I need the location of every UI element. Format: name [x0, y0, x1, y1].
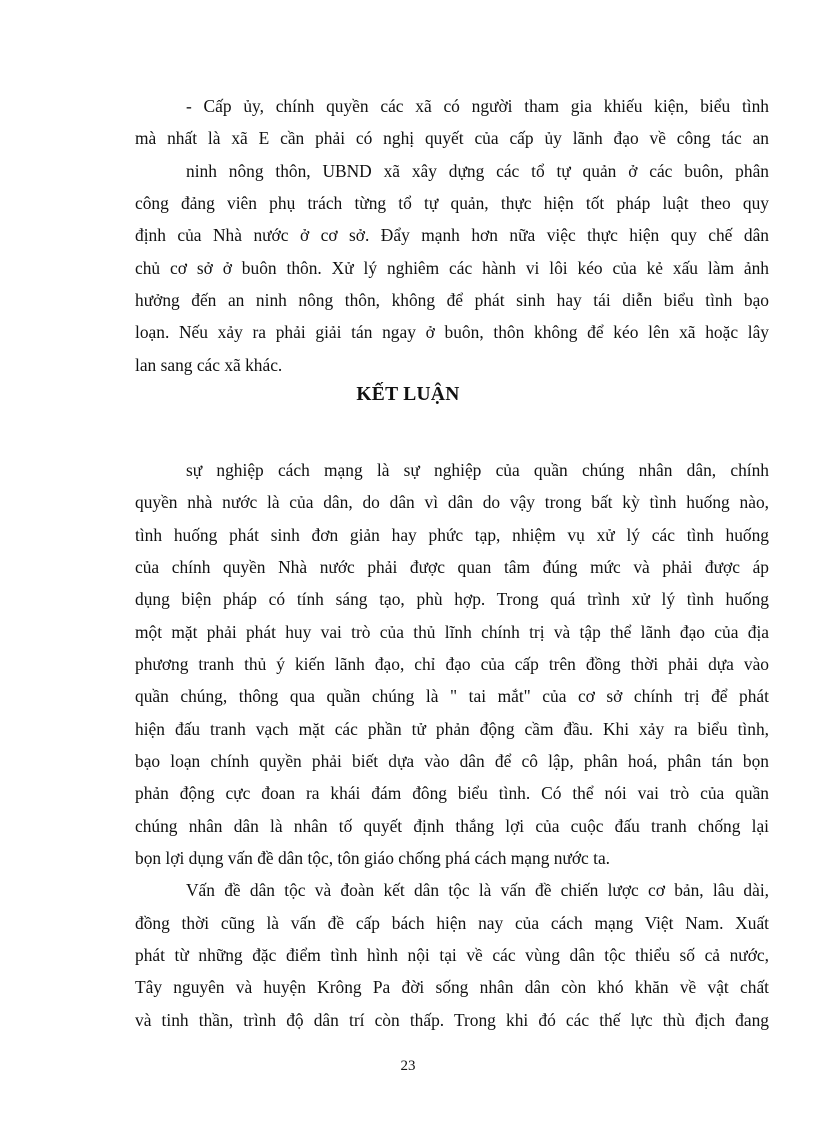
text-line: công đảng viên phụ trách từng tổ tự quản, thực hiện tốt pháp luật theo quy	[135, 193, 769, 213]
text-line: phương tranh thủ ý kiến lãnh đạo, chỉ đạo của cấp trên đồng thời phải dựa vào	[135, 654, 769, 674]
text-line: và tinh thần, trình độ dân trí còn thấp. Trong khi đó các thế lực thù địch đang	[135, 1010, 769, 1030]
text-line: Vấn đề dân tộc và đoàn kết dân tộc là vấn đề chiến lược cơ bản, lâu dài,	[186, 880, 769, 900]
text-line: hiện đấu tranh vạch mặt các phần tử phản động cầm đầu. Khi xảy ra biểu tình,	[135, 719, 769, 739]
text-line: chủ cơ sở ở buôn thôn. Xử lý nghiêm các hành vi lôi kéo của kẻ xấu làm ảnh	[135, 258, 769, 278]
text-line: mà nhất là xã E cần phải có nghị quyết của cấp ủy lãnh đạo về công tác an	[135, 128, 769, 148]
text-line: đồng thời cũng là vấn đề cấp bách hiện nay của cách mạng Việt Nam. Xuất	[135, 913, 769, 933]
text-line: ninh nông thôn, UBND xã xây dựng các tổ tự quản ở các buôn, phân	[186, 161, 769, 181]
section-heading: KẾT LUẬN	[356, 384, 460, 405]
text-line: một mặt phải phát huy vai trò của thủ lĩnh chính trị và tập thể lãnh đạo của địa	[135, 622, 769, 642]
text-line: quyền nhà nước là của dân, do dân vì dân do vậy trong bất kỳ tình huống nào,	[135, 492, 769, 512]
text-line: bạo loạn chính quyền phải biết dựa vào dân để cô lập, phân hoá, phân tán bọn	[135, 751, 769, 771]
text-line: loạn. Nếu xảy ra phải giải tán ngay ở buôn, thôn không để kéo lên xã hoặc lây	[135, 322, 769, 342]
text-line: tình huống phát sinh đơn giản hay phức tạp, nhiệm vụ xử lý các tình huống	[135, 525, 769, 545]
page-number: 23	[400, 1058, 416, 1074]
text-line: chúng nhân dân là nhân tố quyết định thắng lợi của cuộc đấu tranh chống lại	[135, 816, 769, 836]
text-line: hưởng đến an ninh nông thôn, không để phát sinh hay tái diễn biểu tình bạo	[135, 290, 769, 310]
text-line: của chính quyền Nhà nước phải được quan tâm đúng mức và phải được áp	[135, 557, 769, 577]
text-line: dụng biện pháp có tính sáng tạo, phù hợp. Trong quá trình xử lý tình huống	[135, 589, 769, 609]
text-line: sự nghiệp cách mạng là sự nghiệp của quần chúng nhân dân, chính	[186, 460, 769, 480]
text-line: quần chúng, thông qua quần chúng là " tai mắt" của cơ sở chính trị để phát	[135, 686, 769, 706]
text-line: định của Nhà nước ở cơ sở. Đẩy mạnh hơn nữa việc thực hiện quy chế dân	[135, 225, 769, 245]
text-line: lan sang các xã khác.	[135, 355, 283, 375]
text-line: bọn lợi dụng vấn đề dân tộc, tôn giáo chống phá cách mạng nước ta.	[135, 848, 611, 868]
text-line: phản động cực đoan ra khái đám đông biểu tình. Có thể nói vai trò của quần	[135, 783, 769, 803]
text-line: - Cấp ủy, chính quyền các xã có người tham gia khiếu kiện, biểu tình	[186, 96, 769, 116]
text-line: phát từ những đặc điểm tình hình nội tại về các vùng dân tộc thiểu số cả nước,	[135, 945, 769, 965]
text-line: Tây nguyên và huyện Krông Pa đời sống nhân dân còn khó khăn về vật chất	[135, 977, 769, 997]
